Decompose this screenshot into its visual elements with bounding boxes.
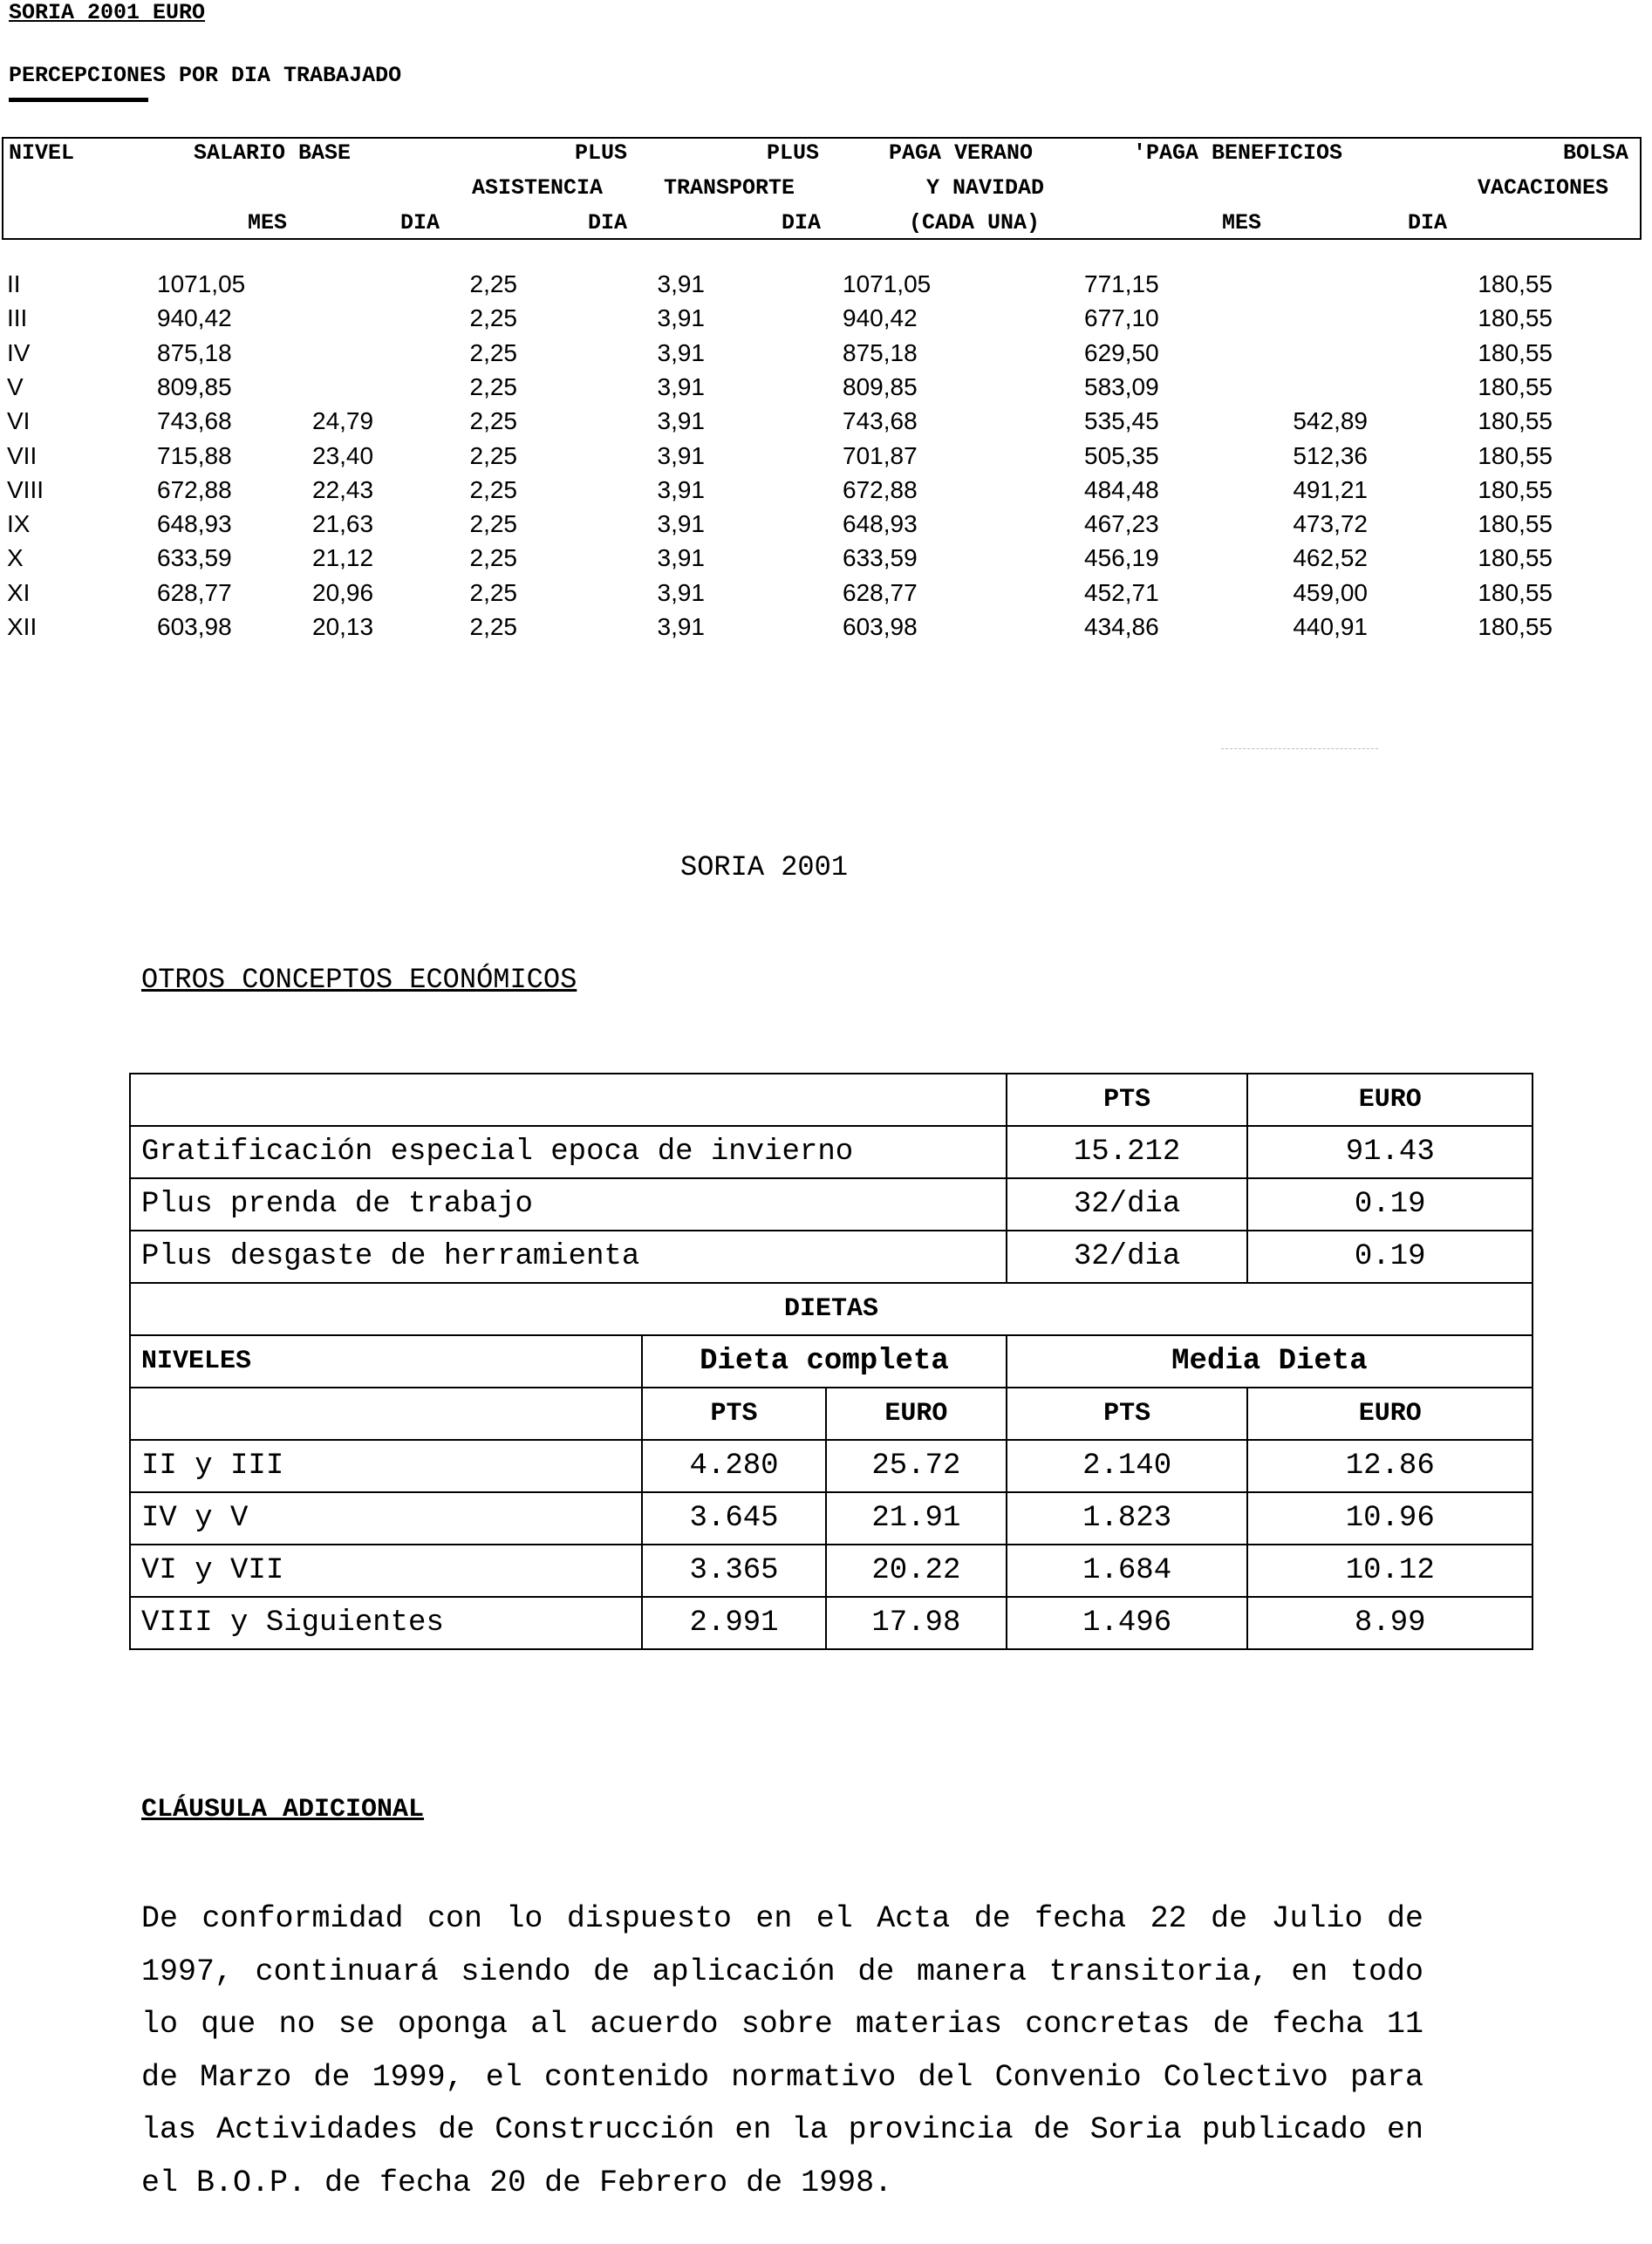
cell-beneficios-dia: 473,72 — [1293, 510, 1368, 538]
section-subheading: OTROS CONCEPTOS ECONÓMICOS — [141, 964, 577, 996]
cell-paga-verano: 701,87 — [843, 441, 918, 469]
empty-header-cell — [130, 1074, 1007, 1126]
dc-pts: 3.645 — [642, 1492, 826, 1545]
dc-pts: 2.991 — [642, 1597, 826, 1649]
concept-label: Gratificación especial epoca de invierno — [130, 1126, 1007, 1178]
scan-artifact — [1221, 748, 1378, 749]
cell-transporte: 3,91 — [657, 270, 705, 297]
salary-table-header — [2, 137, 1642, 240]
document-subtitle: PERCEPCIONES POR DIA TRABAJADO — [9, 63, 402, 88]
table-row — [0, 476, 1652, 511]
md-euro: 12.86 — [1247, 1440, 1533, 1492]
cell-salario-mes: 672,88 — [157, 475, 232, 503]
table-row — [0, 373, 1652, 408]
cell-paga-verano: 628,77 — [843, 578, 918, 606]
table-row — [130, 1126, 1533, 1178]
col-salario-dia: DIA — [400, 210, 440, 235]
md-pts: 1.823 — [1007, 1492, 1248, 1545]
cell-salario-mes: 940,42 — [157, 304, 232, 332]
table-row — [0, 613, 1652, 648]
table-row — [0, 407, 1652, 442]
cell-paga-verano: 1071,05 — [843, 270, 932, 297]
col-plus-asistencia-1: PLUS — [575, 140, 628, 166]
otros-conceptos-table — [129, 1073, 1533, 1650]
cell-asistencia: 2,25 — [469, 578, 517, 606]
cell-beneficios-dia: 491,21 — [1293, 475, 1368, 503]
col-bolsa-2: VACACIONES — [1478, 175, 1609, 201]
dieta-nivel: VIII y Siguientes — [130, 1597, 642, 1649]
cell-nivel: III — [7, 304, 28, 332]
col-beneficios-dia: DIA — [1408, 210, 1448, 235]
col-plus-transporte-3: DIA — [782, 210, 822, 235]
subtitle-rule — [9, 98, 148, 102]
cell-beneficios-dia: 542,89 — [1293, 407, 1368, 435]
cell-beneficios-mes: 467,23 — [1084, 510, 1159, 538]
md-euro-header: EURO — [1247, 1388, 1533, 1440]
cell-salario-mes: 633,59 — [157, 544, 232, 572]
cell-beneficios-mes: 484,48 — [1084, 475, 1159, 503]
cell-paga-verano: 940,42 — [843, 304, 918, 332]
cell-beneficios-mes: 505,35 — [1084, 441, 1159, 469]
cell-transporte: 3,91 — [657, 544, 705, 572]
cell-bolsa: 180,55 — [1478, 475, 1553, 503]
table-row — [130, 1545, 1533, 1597]
cell-asistencia: 2,25 — [469, 372, 517, 400]
dc-euro: 20.22 — [826, 1545, 1007, 1597]
media-dieta-header: Media Dieta — [1007, 1335, 1533, 1388]
cell-paga-verano: 672,88 — [843, 475, 918, 503]
clausula-title: CLÁUSULA ADICIONAL — [141, 1795, 425, 1825]
cell-paga-verano: 875,18 — [843, 338, 918, 366]
empty-cell — [130, 1388, 642, 1440]
dc-pts: 3.365 — [642, 1545, 826, 1597]
concept-euro: 91.43 — [1247, 1126, 1533, 1178]
cell-beneficios-mes: 434,86 — [1084, 613, 1159, 640]
cell-beneficios-mes: 771,15 — [1084, 270, 1159, 297]
cell-bolsa: 180,55 — [1478, 441, 1553, 469]
table-row — [130, 1597, 1533, 1649]
cell-paga-verano: 809,85 — [843, 372, 918, 400]
cell-beneficios-mes: 629,50 — [1084, 338, 1159, 366]
col-salario-base: SALARIO BASE — [194, 140, 352, 166]
dc-euro: 21.91 — [826, 1492, 1007, 1545]
table-row — [130, 1074, 1533, 1126]
md-pts-header: PTS — [1007, 1388, 1248, 1440]
cell-nivel: V — [7, 372, 24, 400]
cell-asistencia: 2,25 — [469, 338, 517, 366]
table-row — [0, 304, 1652, 339]
cell-paga-verano: 743,68 — [843, 407, 918, 435]
cell-beneficios-mes: 583,09 — [1084, 372, 1159, 400]
dieta-nivel: VI y VII — [130, 1545, 642, 1597]
cell-asistencia: 2,25 — [469, 407, 517, 435]
dc-euro: 25.72 — [826, 1440, 1007, 1492]
cell-asistencia: 2,25 — [469, 510, 517, 538]
cell-salario-dia: 20,96 — [312, 578, 374, 606]
dc-euro: 17.98 — [826, 1597, 1007, 1649]
cell-salario-dia: 22,43 — [312, 475, 374, 503]
md-euro: 10.12 — [1247, 1545, 1533, 1597]
table-row — [130, 1388, 1533, 1440]
dc-pts: 4.280 — [642, 1440, 826, 1492]
col-paga-beneficios: 'PAGA BENEFICIOS — [1133, 140, 1343, 166]
niveles-label: NIVELES — [130, 1335, 642, 1388]
cell-transporte: 3,91 — [657, 441, 705, 469]
concept-pts: 15.212 — [1007, 1126, 1248, 1178]
cell-beneficios-dia: 462,52 — [1293, 544, 1368, 572]
cell-bolsa: 180,55 — [1478, 544, 1553, 572]
cell-transporte: 3,91 — [657, 304, 705, 332]
concept-euro: 0.19 — [1247, 1231, 1533, 1283]
cell-paga-verano: 633,59 — [843, 544, 918, 572]
concept-euro: 0.19 — [1247, 1178, 1533, 1231]
concept-label: Plus desgaste de herramienta — [130, 1231, 1007, 1283]
col-paga-verano-1: PAGA VERANO — [889, 140, 1034, 166]
col-nivel: NIVEL — [9, 140, 75, 166]
section-heading: SORIA 2001 — [680, 851, 849, 883]
cell-salario-mes: 715,88 — [157, 441, 232, 469]
col-beneficios-mes: MES — [1222, 210, 1262, 235]
col-header-pts: PTS — [1007, 1074, 1248, 1126]
cell-salario-dia: 21,63 — [312, 510, 374, 538]
table-row — [130, 1492, 1533, 1545]
cell-nivel: X — [7, 544, 24, 572]
cell-bolsa: 180,55 — [1478, 510, 1553, 538]
cell-nivel: VI — [7, 407, 31, 435]
col-paga-verano-3: (CADA UNA) — [909, 210, 1041, 235]
cell-salario-mes: 1071,05 — [157, 270, 246, 297]
cell-salario-mes: 743,68 — [157, 407, 232, 435]
cell-beneficios-mes: 456,19 — [1084, 544, 1159, 572]
col-plus-transporte-2: TRANSPORTE — [664, 175, 795, 201]
md-pts: 2.140 — [1007, 1440, 1248, 1492]
table-row — [130, 1231, 1533, 1283]
dieta-nivel: IV y V — [130, 1492, 642, 1545]
dieta-completa-header: Dieta completa — [642, 1335, 1007, 1388]
cell-transporte: 3,91 — [657, 372, 705, 400]
cell-salario-dia: 21,12 — [312, 544, 374, 572]
cell-bolsa: 180,55 — [1478, 613, 1553, 640]
cell-bolsa: 180,55 — [1478, 304, 1553, 332]
table-row — [0, 510, 1652, 545]
cell-bolsa: 180,55 — [1478, 578, 1553, 606]
md-euro: 8.99 — [1247, 1597, 1533, 1649]
cell-salario-dia: 23,40 — [312, 441, 374, 469]
cell-asistencia: 2,25 — [469, 613, 517, 640]
cell-nivel: IV — [7, 338, 31, 366]
cell-paga-verano: 603,98 — [843, 613, 918, 640]
dietas-title: DIETAS — [130, 1283, 1533, 1335]
cell-beneficios-dia: 512,36 — [1293, 441, 1368, 469]
table-row — [0, 270, 1652, 305]
cell-asistencia: 2,25 — [469, 544, 517, 572]
cell-bolsa: 180,55 — [1478, 372, 1553, 400]
cell-nivel: VIII — [7, 475, 44, 503]
cell-salario-dia: 24,79 — [312, 407, 374, 435]
cell-beneficios-mes: 677,10 — [1084, 304, 1159, 332]
cell-asistencia: 2,25 — [469, 270, 517, 297]
cell-transporte: 3,91 — [657, 338, 705, 366]
cell-salario-mes: 603,98 — [157, 613, 232, 640]
cell-beneficios-dia: 459,00 — [1293, 578, 1368, 606]
cell-beneficios-dia: 440,91 — [1293, 613, 1368, 640]
table-row — [130, 1178, 1533, 1231]
table-row — [0, 442, 1652, 477]
cell-salario-mes: 628,77 — [157, 578, 232, 606]
dieta-nivel: II y III — [130, 1440, 642, 1492]
cell-nivel: II — [7, 270, 21, 297]
col-paga-verano-2: Y NAVIDAD — [926, 175, 1045, 201]
cell-transporte: 3,91 — [657, 613, 705, 640]
col-header-euro: EURO — [1247, 1074, 1533, 1126]
cell-asistencia: 2,25 — [469, 304, 517, 332]
col-plus-transporte-1: PLUS — [767, 140, 820, 166]
dc-euro-header: EURO — [826, 1388, 1007, 1440]
cell-nivel: VII — [7, 441, 38, 469]
cell-paga-verano: 648,93 — [843, 510, 918, 538]
cell-bolsa: 180,55 — [1478, 270, 1553, 297]
table-row — [0, 339, 1652, 374]
md-euro: 10.96 — [1247, 1492, 1533, 1545]
table-row — [130, 1283, 1533, 1335]
cell-transporte: 3,91 — [657, 475, 705, 503]
table-row — [0, 544, 1652, 579]
cell-transporte: 3,91 — [657, 578, 705, 606]
document-title: SORIA 2001 EURO — [9, 0, 206, 25]
cell-transporte: 3,91 — [657, 407, 705, 435]
md-pts: 1.684 — [1007, 1545, 1248, 1597]
cell-transporte: 3,91 — [657, 510, 705, 538]
cell-salario-mes: 809,85 — [157, 372, 232, 400]
concept-label: Plus prenda de trabajo — [130, 1178, 1007, 1231]
clausula-text: De conformidad con lo dispuesto en el Acta de fecha 22 de Julio de 1997, continuará siendo de aplicación de manera transitoria, en todo lo que no se oponga al acuerdo sobre materias concretas de fecha 11 de Marzo de 1999, el contenido normativo del Convenio Colectivo para las Actividades de Construcción en la provincia de Soria publicado en el B.O.P. de fecha 20 de Febrero de 1998. — [141, 1901, 1423, 2200]
dc-pts-header: PTS — [642, 1388, 826, 1440]
cell-bolsa: 180,55 — [1478, 338, 1553, 366]
cell-asistencia: 2,25 — [469, 475, 517, 503]
col-plus-asistencia-2: ASISTENCIA — [472, 175, 604, 201]
cell-nivel: IX — [7, 510, 31, 538]
col-salario-mes: MES — [248, 210, 288, 235]
cell-asistencia: 2,25 — [469, 441, 517, 469]
concept-pts: 32/dia — [1007, 1231, 1248, 1283]
cell-salario-mes: 875,18 — [157, 338, 232, 366]
cell-beneficios-mes: 452,71 — [1084, 578, 1159, 606]
cell-salario-dia: 20,13 — [312, 613, 374, 640]
table-row — [130, 1440, 1533, 1492]
cell-salario-mes: 648,93 — [157, 510, 232, 538]
col-bolsa-1: BOLSA — [1563, 140, 1629, 166]
table-row — [0, 579, 1652, 614]
cell-bolsa: 180,55 — [1478, 407, 1553, 435]
cell-nivel: XII — [7, 613, 38, 640]
cell-nivel: XI — [7, 578, 31, 606]
table-row — [130, 1335, 1533, 1388]
concept-pts: 32/dia — [1007, 1178, 1248, 1231]
col-plus-asistencia-3: DIA — [588, 210, 628, 235]
cell-beneficios-mes: 535,45 — [1084, 407, 1159, 435]
md-pts: 1.496 — [1007, 1597, 1248, 1649]
